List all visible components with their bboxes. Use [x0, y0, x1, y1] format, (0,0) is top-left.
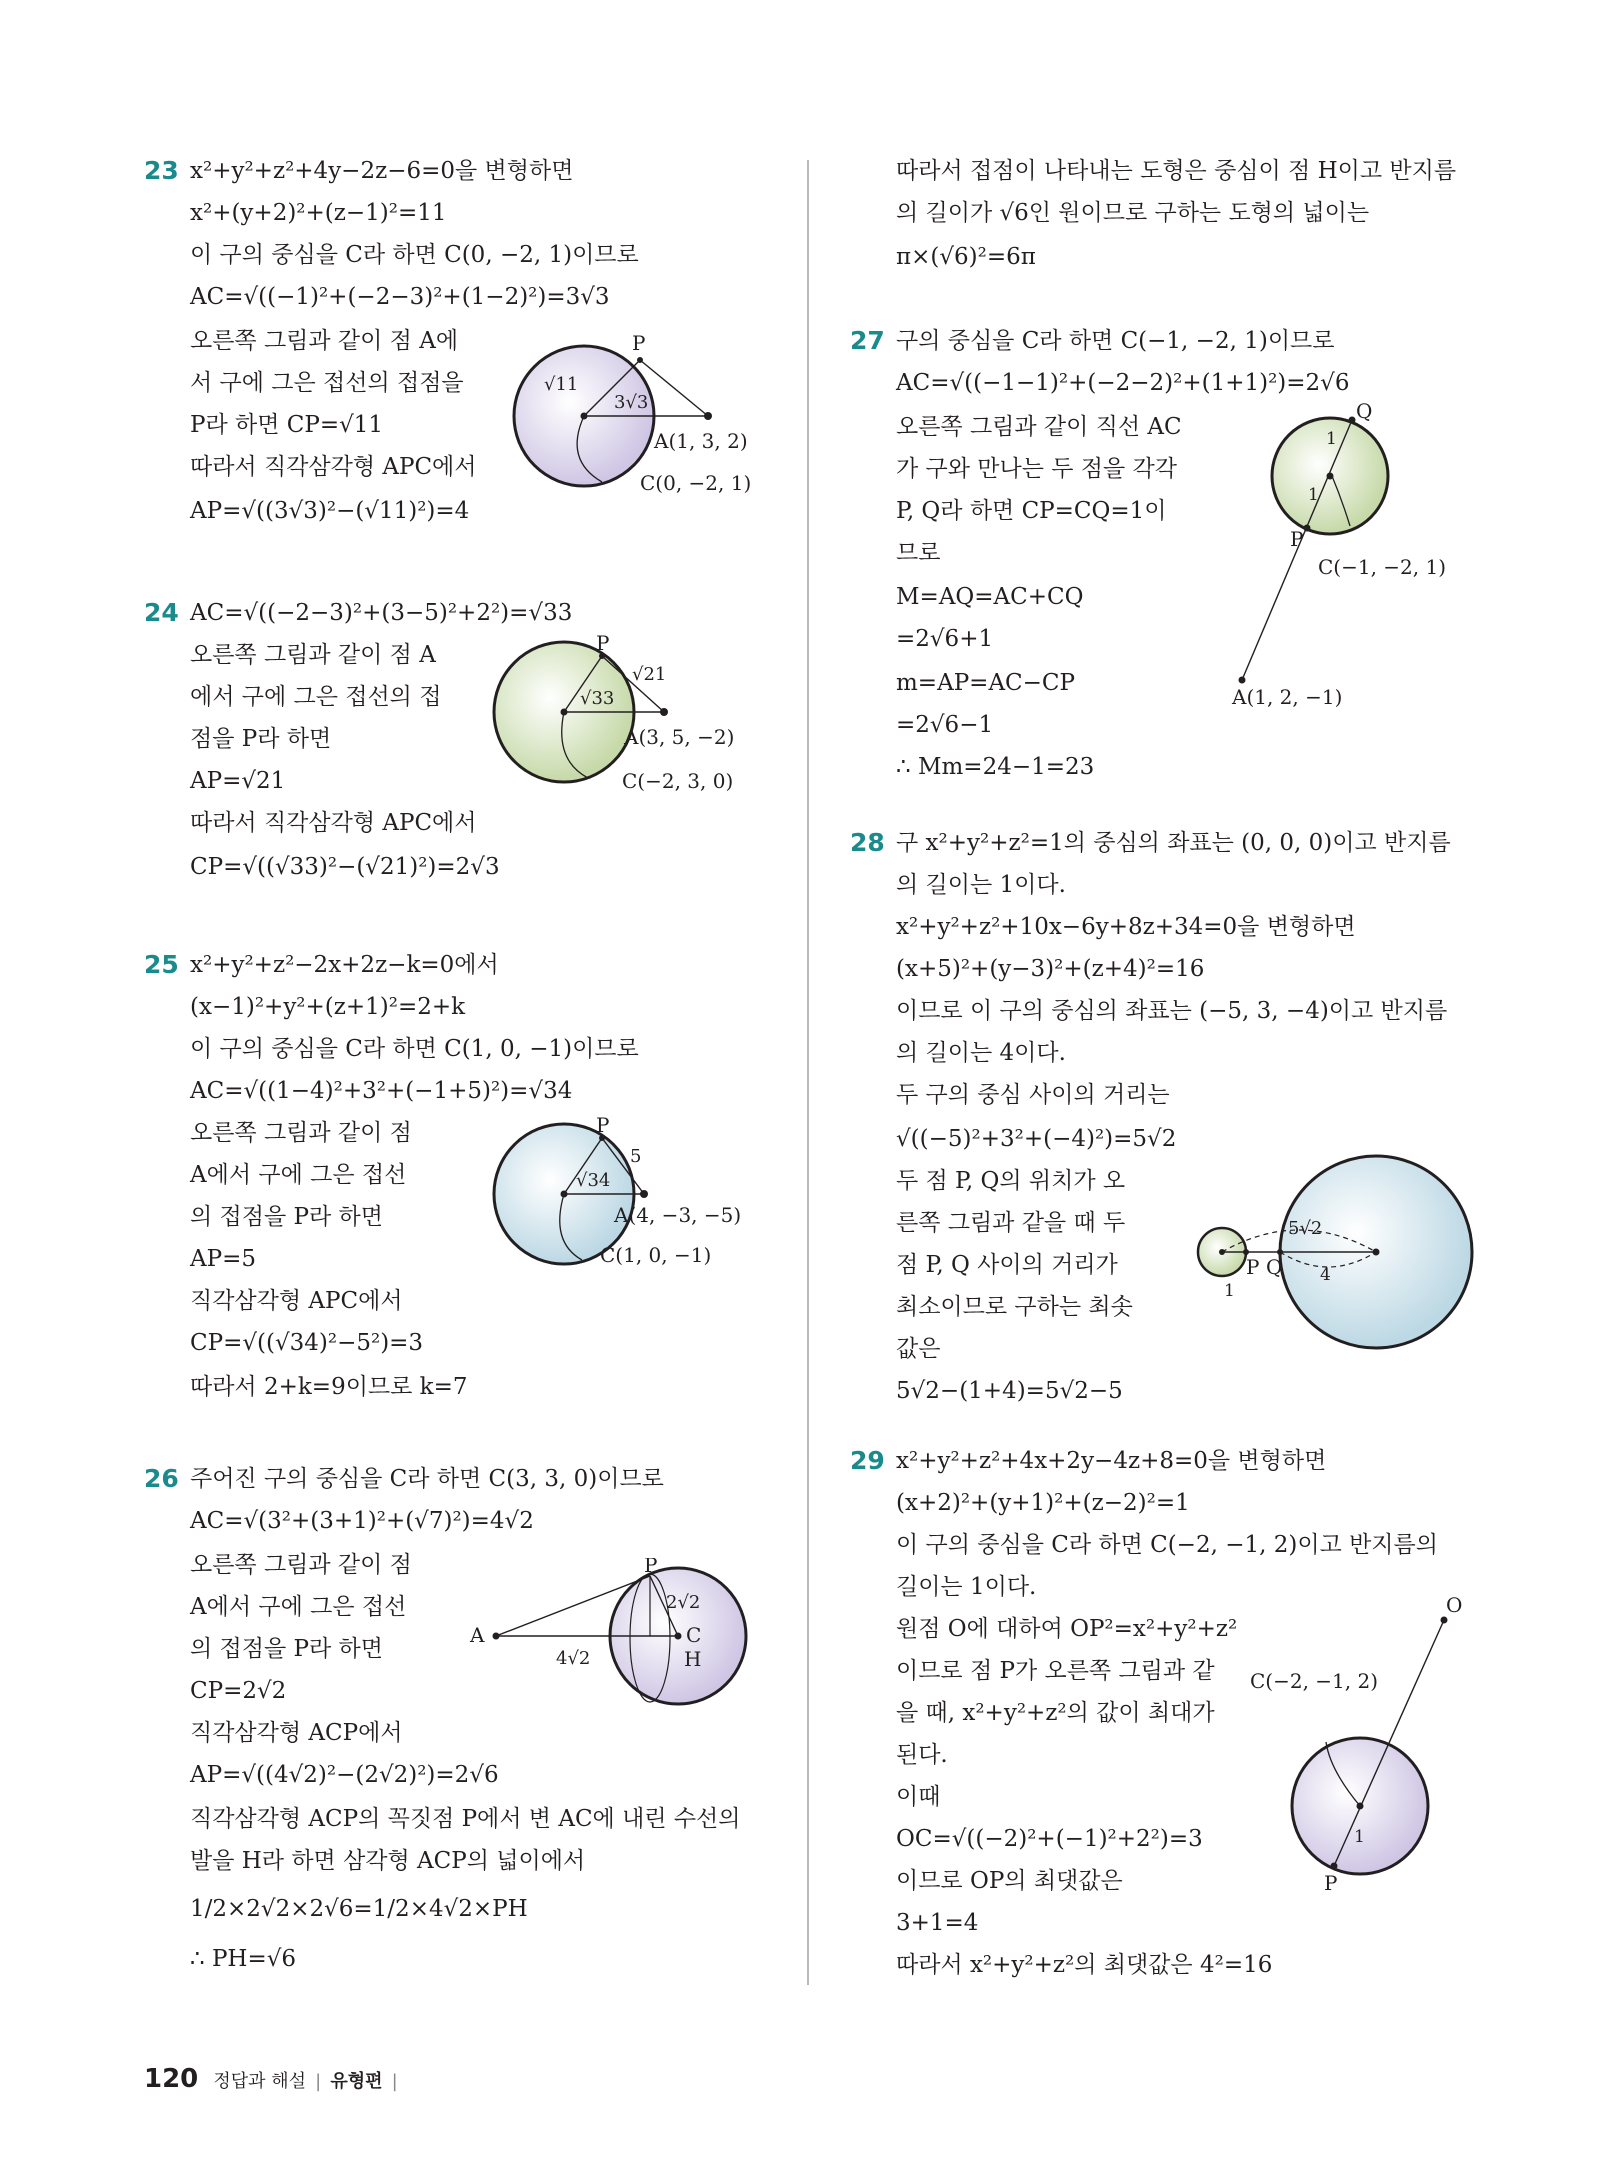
label-q: Q — [1266, 1255, 1283, 1279]
solution-line: 른쪽 그림과 같을 때 두 — [896, 1210, 1126, 1236]
label-ac: 3√3 — [614, 392, 649, 413]
solution-line: x²+y²+z²+10x−6y+8z+34=0을 변형하면 — [896, 914, 1356, 940]
page-footer — [144, 2064, 402, 2094]
label-c: C(1, 0, −1) — [600, 1243, 712, 1267]
solution-line: 서 구에 그은 접선의 접점을 — [190, 370, 464, 396]
solution-line: 오른쪽 그림과 같이 점 A — [190, 642, 436, 668]
solution-line: 직각삼각형 APC에서 — [190, 1288, 403, 1314]
solution-line: 두 점 P, Q의 위치가 오 — [896, 1168, 1126, 1194]
solution-line: AC=√(3²+(3+1)²+(√7)²)=4√2 — [190, 1508, 534, 1534]
solution-line: 의 길이는 4이다. — [896, 1040, 1066, 1066]
label-o: O — [1446, 1593, 1463, 1617]
solution-line: OC=√((−2)²+(−1)²+2²)=3 — [896, 1826, 1203, 1852]
solution-line: 원점 O에 대하여 OP²=x²+y²+z² — [896, 1616, 1238, 1642]
solution-line: 므로 — [896, 540, 941, 566]
footer-section: 유형편 — [330, 2071, 383, 2092]
solution-line: ∴ Mm=24−1=23 — [896, 754, 1095, 780]
column-divider — [807, 160, 809, 1985]
solution-line: CP=√((√33)²−(√21)²)=2√3 — [190, 854, 500, 880]
solution-line: AP=√21 — [190, 768, 286, 794]
solution-line: =2√6+1 — [896, 626, 994, 652]
solution-line: 이므로 점 P가 오른쪽 그림과 같 — [896, 1658, 1215, 1684]
label-radius: 1 — [1354, 1827, 1365, 1847]
footer-title: 정답과 해설 — [213, 2071, 307, 2092]
label-ap: 5 — [630, 1146, 642, 1167]
solution-line: 따라서 x²+y²+z²의 최댓값은 4²=16 — [896, 1952, 1273, 1978]
label-p: P — [596, 631, 610, 655]
solution-line: 이 구의 중심을 C라 하면 C(−2, −1, 2)이고 반지름의 — [896, 1532, 1438, 1558]
label-radius-4: 4 — [1320, 1265, 1331, 1285]
solution-line: AC=√((1−4)²+3²+(−1+5)²)=√34 — [190, 1078, 573, 1104]
two-spheres-figure — [1180, 1152, 1490, 1352]
footer-separator: | — [391, 2071, 398, 2092]
solution-line: 의 접점을 P라 하면 — [190, 1636, 383, 1662]
solution-line: π×(√6)²=6π — [896, 244, 1036, 270]
solution-line: M=AQ=AC+CQ — [896, 584, 1084, 610]
solution-line: AC=√((−2−3)²+(3−5)²+2²)=√33 — [190, 600, 573, 626]
label-cp: √11 — [544, 374, 579, 395]
solution-line: 1/2×2√2×2√6=1/2×4√2×PH — [190, 1896, 528, 1922]
solution-line: AC=√((−1−1)²+(−2−2)²+(1+1)²)=2√6 — [896, 370, 1350, 396]
solution-line: 가 구와 만나는 두 점을 각각 — [896, 456, 1177, 482]
solution-line: 3+1=4 — [896, 1910, 979, 1936]
solution-line: 주어진 구의 중심을 C라 하면 C(3, 3, 0)이므로 — [190, 1466, 664, 1492]
label-p: P — [596, 1113, 610, 1137]
solution-line: 따라서 직각삼각형 APC에서 — [190, 454, 477, 480]
solution-line: 이때 — [896, 1784, 941, 1810]
problem-number: 27 — [850, 326, 885, 355]
label-ac: √34 — [576, 1170, 611, 1191]
label-center-distance: 5√2 — [1288, 1218, 1323, 1239]
sphere-tangent-figure — [504, 330, 784, 510]
solution-line: 직각삼각형 ACP에서 — [190, 1720, 403, 1746]
solution-line: AP=√((4√2)²−(2√2)²)=2√6 — [190, 1762, 499, 1788]
label-a: A — [470, 1623, 485, 1647]
label-p: P — [644, 1558, 658, 1577]
solution-line: A에서 구에 그은 접선 — [190, 1162, 407, 1188]
problem-number: 25 — [144, 950, 179, 979]
solution-line: m=AP=AC−CP — [896, 670, 1075, 696]
solution-line: x²+(y+2)²+(z−1)²=11 — [190, 200, 447, 226]
label-p: P — [1324, 1871, 1338, 1895]
solution-line: 값은 — [896, 1336, 941, 1362]
solution-line: A에서 구에 그은 접선 — [190, 1594, 407, 1620]
label-q: Q — [1356, 400, 1373, 423]
label-cp: 2√2 — [666, 1592, 701, 1613]
solution-line: 의 접점을 P라 하면 — [190, 1204, 383, 1230]
solution-line: P라 하면 CP=√11 — [190, 412, 384, 438]
solution-line: 따라서 2+k=9이므로 k=7 — [190, 1374, 468, 1400]
solution-line: 된다. — [896, 1742, 948, 1768]
problem-number: 29 — [850, 1446, 885, 1475]
solution-line: 발을 H라 하면 삼각형 ACP의 넓이에서 — [190, 1848, 586, 1874]
solution-line: √((−5)²+3²+(−4)²)=5√2 — [896, 1126, 1177, 1152]
solution-line: 이므로 이 구의 중심의 좌표는 (−5, 3, −4)이고 반지름 — [896, 998, 1448, 1024]
label-radius-1: 1 — [1224, 1281, 1235, 1301]
solution-line: 따라서 직각삼각형 APC에서 — [190, 810, 477, 836]
label-ap: √21 — [632, 664, 667, 685]
solution-line: P, Q라 하면 CP=CQ=1이 — [896, 498, 1167, 524]
problem-number: 24 — [144, 598, 179, 627]
solution-line: 구 x²+y²+z²=1의 중심의 좌표는 (0, 0, 0)이고 반지름 — [896, 830, 1451, 856]
footer-separator: | — [315, 2071, 322, 2092]
solution-line: x²+y²+z²−2x+2z−k=0에서 — [190, 952, 499, 978]
solution-line: (x−1)²+y²+(z+1)²=2+k — [190, 994, 466, 1020]
label-a: A(3, 5, −2) — [624, 725, 735, 749]
solution-line: 오른쪽 그림과 같이 점 — [190, 1552, 412, 1578]
solution-line: AC=√((−1)²+(−2−3)²+(1−2)²)=3√3 — [190, 284, 610, 310]
solution-line: 의 길이가 √6인 원이므로 구하는 도형의 넓이는 — [896, 200, 1370, 226]
solution-line: 에서 구에 그은 접선의 접 — [190, 684, 442, 710]
label-cq: 1 — [1326, 429, 1337, 449]
solution-line: AP=5 — [190, 1246, 256, 1272]
solution-line: 이 구의 중심을 C라 하면 C(1, 0, −1)이므로 — [190, 1036, 639, 1062]
solution-line: 을 때, x²+y²+z²의 값이 최대가 — [896, 1700, 1215, 1726]
solution-line: (x+5)²+(y−3)²+(z+4)²=16 — [896, 956, 1205, 982]
sphere-tangent-figure — [460, 1558, 784, 1718]
sphere-line-figure — [1210, 400, 1490, 710]
solution-line: 5√2−(1+4)=5√2−5 — [896, 1378, 1123, 1404]
solution-line: 구의 중심을 C라 하면 C(−1, −2, 1)이므로 — [896, 328, 1335, 354]
solution-line: ∴ PH=√6 — [190, 1946, 297, 1972]
solution-line: (x+2)²+(y+1)²+(z−2)²=1 — [896, 1490, 1190, 1516]
page-number: 120 — [144, 2064, 199, 2094]
solution-line: CP=2√2 — [190, 1678, 287, 1704]
solution-line: AP=√((3√3)²−(√11)²)=4 — [190, 498, 470, 524]
solution-line: 의 길이는 1이다. — [896, 872, 1066, 898]
solution-line: 오른쪽 그림과 같이 점 — [190, 1120, 412, 1146]
solution-line: =2√6−1 — [896, 712, 994, 738]
label-cp: 1 — [1308, 485, 1319, 505]
problem-number: 28 — [850, 828, 885, 857]
label-c: C(−1, −2, 1) — [1318, 555, 1447, 579]
label-c: C(0, −2, 1) — [640, 471, 752, 495]
solution-line: 최소이므로 구하는 최솟 — [896, 1294, 1133, 1320]
label-p: P — [632, 331, 646, 355]
solution-line: 오른쪽 그림과 같이 직선 AC — [896, 414, 1182, 440]
label-c: C — [686, 1623, 702, 1647]
label-ac: √33 — [580, 688, 615, 709]
solution-line: 따라서 접점이 나타내는 도형은 중심이 점 H이고 반지름 — [896, 158, 1457, 184]
sphere-origin-figure — [1250, 1590, 1490, 1900]
sphere-tangent-figure — [484, 630, 784, 800]
label-a: A(1, 2, −1) — [1232, 685, 1343, 709]
solution-line: 두 구의 중심 사이의 거리는 — [896, 1082, 1170, 1108]
label-c: C(−2, −1, 2) — [1250, 1669, 1379, 1693]
solution-line: x²+y²+z²+4x+2y−4z+8=0을 변형하면 — [896, 1448, 1327, 1474]
label-c: C(−2, 3, 0) — [622, 769, 734, 793]
label-p: P — [1246, 1255, 1260, 1279]
label-a: A(4, −3, −5) — [614, 1203, 742, 1227]
label-h: H — [684, 1647, 702, 1671]
solution-line: 이므로 OP의 최댓값은 — [896, 1868, 1123, 1894]
solution-line: 점 P, Q 사이의 거리가 — [896, 1252, 1118, 1278]
problem-number: 23 — [144, 156, 179, 185]
solution-line: 이 구의 중심을 C라 하면 C(0, −2, 1)이므로 — [190, 242, 639, 268]
solution-line: CP=√((√34)²−5²)=3 — [190, 1330, 424, 1356]
solution-line: 길이는 1이다. — [896, 1574, 1037, 1600]
solution-line: 직각삼각형 ACP의 꼭짓점 P에서 변 AC에 내린 수선의 — [190, 1806, 741, 1832]
sphere-tangent-figure — [464, 1112, 784, 1282]
solution-line: 점을 P라 하면 — [190, 726, 332, 752]
solution-line: 오른쪽 그림과 같이 점 A에 — [190, 328, 459, 354]
label-a: A(1, 3, 2) — [654, 429, 748, 453]
label-ac: 4√2 — [556, 1648, 591, 1669]
problem-number: 26 — [144, 1464, 179, 1493]
label-p: P — [1290, 527, 1304, 551]
solution-line: x²+y²+z²+4y−2z−6=0을 변형하면 — [190, 158, 574, 184]
